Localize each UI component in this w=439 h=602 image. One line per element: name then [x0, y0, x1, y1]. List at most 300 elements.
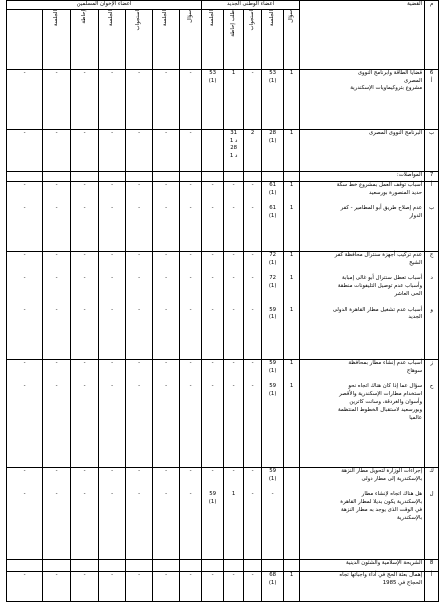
section-7-m-line: 7	[429, 171, 434, 178]
item-briefing-dash: -	[232, 467, 235, 474]
header-bro-session-2	[99, 9, 126, 69]
section-7-group-2-issue	[300, 359, 425, 467]
item-session-2-dash: -	[211, 205, 214, 212]
item-session-note: (1)	[268, 475, 277, 482]
item-issue-line: وبورسعيد لاستقبال الخطوط المنتظمة	[338, 406, 423, 413]
header-nat-session-2-text: الجلسة	[208, 9, 215, 26]
item-session-note: (1)	[268, 391, 277, 398]
section-8-item-session-line: (1)	[268, 579, 277, 586]
section-8-empty-4	[202, 559, 224, 571]
bro-dash: -	[83, 275, 86, 282]
item-issue-line: سوهاج	[406, 367, 423, 374]
section-8-item-issue-line: إهمال بعثة الحج في أداء واجباتها تجاه	[339, 571, 423, 578]
row-b-nat-interpellation-line: 2	[250, 129, 255, 136]
item-issue-line: الجديد	[408, 314, 423, 321]
item-briefing-dash: -	[232, 359, 235, 366]
bro-dash: -	[23, 491, 26, 498]
section-7-group-0-bro-0	[180, 181, 202, 251]
section-7-group-3-m	[425, 467, 439, 559]
section-8-item-dash-5-line: -	[138, 571, 141, 578]
section-7-group-1-bro-3	[99, 251, 126, 359]
row-6-issue-line: قضايا الطاقة وابرنامج النووى	[357, 69, 423, 76]
header-m	[425, 1, 439, 70]
item-issue-line: بالإسكندرية إلى مطار دولى	[361, 475, 423, 482]
bro-dash: -	[111, 275, 114, 282]
header-bro-session-text: الجلسة	[162, 9, 169, 26]
section-8-item-dash-2	[202, 571, 224, 601]
item-m: ز	[430, 359, 433, 366]
section-7-empty-2	[244, 171, 262, 181]
bro-dash: -	[165, 383, 168, 390]
section-7-group-2-bro-1	[153, 359, 180, 467]
section-7-group-1-session	[262, 251, 284, 359]
item-session-2-note: (1)	[208, 499, 217, 506]
row-b-bro-dash-0-line: -	[189, 129, 192, 136]
section-7-group-2-briefing	[224, 359, 244, 467]
table-row	[7, 181, 439, 251]
item-session-2-dash: -	[211, 251, 214, 258]
item-interpellation-dash: -	[251, 467, 254, 474]
item-session-2-dash: -	[211, 467, 214, 474]
row-b-m	[425, 129, 439, 171]
section-7-group-3-session-2	[202, 467, 224, 559]
header-issue	[300, 1, 425, 70]
bro-dash: -	[138, 383, 141, 390]
section-8-item-dash-0-line: -	[251, 571, 254, 578]
row-b-nat-session-line: (1)	[268, 137, 277, 144]
bro-dash: -	[111, 251, 114, 258]
section-7-empty-0	[284, 171, 300, 181]
parliament-questions-table	[6, 0, 439, 602]
item-interpellation-dash: -	[251, 383, 254, 390]
section-7-group-2-question	[284, 359, 300, 467]
item-question: 1	[289, 205, 294, 212]
bro-dash: -	[165, 491, 168, 498]
header-nat-session	[262, 9, 284, 69]
section-7-empty-5	[180, 171, 202, 181]
section-7-group-1-bro-1	[153, 251, 180, 359]
item-interpellation-dash: -	[251, 205, 254, 212]
row-6-nat-session-2	[202, 69, 224, 129]
row-b-bro-dash-2-line: -	[138, 129, 141, 136]
item-session-2-dash: -	[211, 306, 214, 313]
bro-dash: -	[189, 275, 192, 282]
section-8-item-dash-3	[180, 571, 202, 601]
table-row	[7, 467, 439, 559]
bro-dash: -	[165, 251, 168, 258]
section-8-item-issue-line: الحجاج في 1985	[382, 579, 423, 586]
row-6-nat-interpellation	[244, 69, 262, 129]
section-7-group-1-session-2	[202, 251, 224, 359]
row-b-nat-question	[284, 129, 300, 171]
bro-dash: -	[189, 181, 192, 188]
item-briefing-dash: -	[232, 275, 235, 282]
item-issue-line: عالميا	[409, 414, 423, 421]
section-7-empty-8	[99, 171, 126, 181]
section-7-group-3-bro-3	[99, 467, 126, 559]
item-m: ح	[429, 383, 434, 390]
item-question: 1	[289, 359, 294, 366]
section-7-group-0-session-2	[202, 181, 224, 251]
item-session: 59	[269, 306, 277, 313]
section-8-item-dash-8	[43, 571, 71, 601]
bro-dash: -	[55, 491, 58, 498]
header-extra	[7, 9, 43, 69]
section-7-m	[425, 171, 439, 181]
bro-dash: -	[83, 181, 86, 188]
row-6-bro-dash-6	[7, 69, 43, 129]
section-8-item-dash-7-line: -	[83, 571, 86, 578]
section-7-group-2-m	[425, 359, 439, 467]
section-8-item-dash-4-line: -	[165, 571, 168, 578]
row-6-nat-question-line: 1	[289, 69, 294, 76]
bro-dash: -	[189, 383, 192, 390]
row-b-bro-dash-4-line: -	[83, 129, 86, 136]
section-8-item-m	[425, 571, 439, 601]
bro-dash: -	[138, 275, 141, 282]
section-7-group-2-bro-5	[43, 359, 71, 467]
section-7-group-0-issue	[300, 181, 425, 251]
section-8-empty-11	[7, 559, 43, 571]
section-8-item-dash-9	[7, 571, 43, 601]
table-row	[7, 251, 439, 359]
table-row	[7, 359, 439, 467]
header-national-group	[202, 1, 300, 10]
section-7-group-1-issue	[300, 251, 425, 359]
header-bro-question-text: سؤال	[186, 9, 193, 23]
section-7-group-1-bro-6	[7, 251, 43, 359]
row-6-nat-question	[284, 69, 300, 129]
section-8-item-dash-6-line: -	[111, 571, 114, 578]
header-bro-briefing	[71, 9, 99, 69]
item-session-2: 59	[209, 491, 217, 498]
section-8-item-dash-1-line: -	[232, 571, 235, 578]
section-8-title	[300, 559, 425, 571]
item-interpellation-dash: -	[251, 359, 254, 366]
bro-dash: -	[111, 306, 114, 313]
bro-dash: -	[83, 205, 86, 212]
section-7-group-0-briefing	[224, 181, 244, 251]
section-8-item-question-line: 1	[289, 571, 294, 578]
bro-dash: -	[111, 383, 114, 390]
row-b-bro-dash-0	[180, 129, 202, 171]
item-session: 72	[269, 251, 277, 258]
item-session: 59	[269, 467, 277, 474]
row-b-bro-dash-2	[126, 129, 153, 171]
item-briefing-dash: -	[232, 181, 235, 188]
section-7-group-1-question	[284, 251, 300, 359]
row-b-nat-briefing	[224, 129, 244, 171]
section-8-item-dash-3-line: -	[189, 571, 192, 578]
row-b-bro-dash-5	[43, 129, 71, 171]
row-6-bro-dash-3	[99, 69, 126, 129]
item-question: 1	[289, 251, 294, 258]
bro-dash: -	[83, 359, 86, 366]
section-7-group-0-interpellation	[244, 181, 262, 251]
table-row	[7, 571, 439, 601]
row-b-bro-dash-6-line: -	[23, 129, 26, 136]
bro-dash: -	[189, 306, 192, 313]
section-7-empty-9	[71, 171, 99, 181]
section-8-item-session-line: 68	[269, 571, 277, 578]
item-issue-line: أسباب تعطل سنترال أبو غالى إمبابة	[342, 275, 423, 282]
bro-dash: -	[189, 205, 192, 212]
row-b-bro-dash-3-line: -	[111, 129, 114, 136]
section-7-group-0-bro-1	[153, 181, 180, 251]
item-issue-line: أسباب عدم إنشاء مطار بمحافظة	[348, 359, 423, 366]
row-6-issue-line: المصرى	[404, 77, 423, 84]
section-8-empty-9	[71, 559, 99, 571]
section-7-group-0-session	[262, 181, 284, 251]
row-6-issue	[300, 69, 425, 129]
section-7-empty-7	[126, 171, 153, 181]
section-7-group-3-bro-1	[153, 467, 180, 559]
item-question: 1	[289, 383, 294, 390]
item-m: ج	[429, 251, 434, 258]
item-issue-line: بالإسكندرية	[396, 514, 423, 521]
section-8-item-dash-5	[126, 571, 153, 601]
row-b-nat-session-2	[202, 129, 224, 171]
section-8-item-session	[262, 571, 284, 601]
header-nat-interpellation-text: استجواب	[248, 9, 255, 31]
item-m: أ	[430, 181, 433, 188]
section-8-empty-2	[244, 559, 262, 571]
header-nat-briefing-request-text: طلب إحاطة	[229, 9, 236, 37]
row-b-nat-briefing-line: د 1	[229, 153, 238, 160]
section-7-group-0-bro-5	[43, 181, 71, 251]
section-7-group-2-session-2	[202, 359, 224, 467]
section-8-empty-6	[153, 559, 180, 571]
bro-dash: -	[83, 467, 86, 474]
bro-dash: -	[189, 359, 192, 366]
section-7-title-line: المواصلات:	[396, 171, 423, 178]
item-issue-line: إجراءات الوزارة لتحويل مطار النزهة	[341, 467, 423, 474]
bro-dash: -	[23, 306, 26, 313]
table-row	[7, 129, 439, 171]
section-7-group-1-bro-4	[71, 251, 99, 359]
item-briefing-dash: -	[232, 251, 235, 258]
section-7-group-1-m	[425, 251, 439, 359]
bro-dash: -	[55, 205, 58, 212]
row-b-issue	[300, 129, 425, 171]
table-body	[7, 69, 439, 601]
section-8-empty-7	[126, 559, 153, 571]
bro-dash: -	[23, 359, 26, 366]
section-7-group-3-bro-5	[43, 467, 71, 559]
row-6-issue-line: مشروع بتروكيماويات الإسكندرية	[350, 85, 423, 92]
row-6-bro-dash-4	[71, 69, 99, 129]
row-b-nat-session	[262, 129, 284, 171]
table-row	[7, 559, 439, 571]
item-session: 61	[269, 181, 277, 188]
section-8-item-issue	[300, 571, 425, 601]
header-nat-session-2	[202, 9, 224, 69]
item-issue-line: حديد المنصورة بورسعيد	[368, 189, 423, 196]
row-6-nat-session-line: (1)	[268, 77, 277, 84]
item-session: 59	[269, 359, 277, 366]
item-issue-line: هل هناك اتجاه لإنشاء مطار	[361, 491, 423, 498]
item-question: 1	[289, 181, 294, 188]
section-7-group-3-bro-0	[180, 467, 202, 559]
item-session: 72	[269, 275, 277, 282]
item-issue-line: عدم إصلاح طريق أبو المطامير - كفر	[340, 205, 423, 212]
bro-dash: -	[111, 491, 114, 498]
row-6-bro-dash-6-line: -	[23, 69, 26, 76]
item-briefing-dash: -	[232, 306, 235, 313]
item-session-note: (1)	[268, 259, 277, 266]
bro-dash: -	[165, 275, 168, 282]
section-7-group-0-bro-2	[126, 181, 153, 251]
section-7-empty-4	[202, 171, 224, 181]
section-8-empty-0	[284, 559, 300, 571]
section-8-title-line: الشريحة الإسلامية والشئون الدينية	[345, 559, 423, 566]
section-7-group-1-bro-2	[126, 251, 153, 359]
item-session-dash: -	[271, 491, 274, 498]
row-b-nat-briefing-line: 31	[230, 129, 238, 136]
item-briefing-dash: -	[232, 205, 235, 212]
header-bro-interpellation	[126, 9, 153, 69]
row-6-bro-dash-2-line: -	[138, 69, 141, 76]
item-session-note: (1)	[268, 314, 277, 321]
section-7-group-0-bro-6	[7, 181, 43, 251]
row-b-bro-dash-1	[153, 129, 180, 171]
item-briefing-dash: -	[232, 383, 235, 390]
item-issue-line: وأسباب عدم توصيل التليفونات منطقة	[337, 283, 423, 290]
bro-dash: -	[23, 383, 26, 390]
section-7-empty-1	[262, 171, 284, 181]
section-7-group-2-bro-6	[7, 359, 43, 467]
item-m: ب	[429, 205, 435, 212]
item-interpellation-dash: -	[251, 275, 254, 282]
section-7-group-3-bro-4	[71, 467, 99, 559]
item-session-note: (1)	[268, 189, 277, 196]
header-bro-session	[153, 9, 180, 69]
section-8-m	[425, 559, 439, 571]
row-b-bro-dash-1-line: -	[165, 129, 168, 136]
item-session-note: (1)	[268, 367, 277, 374]
section-7-group-0-question	[284, 181, 300, 251]
bro-dash: -	[138, 306, 141, 313]
document-page	[6, 0, 435, 600]
bro-dash: -	[111, 181, 114, 188]
item-issue-line: أسباب عدم تشغيل مطار القاهرة الدولى	[332, 306, 423, 313]
section-7-group-0-bro-3	[99, 181, 126, 251]
bro-dash: -	[83, 251, 86, 258]
item-issue-line: سؤال عما إذا كان هناك اتجاه نحو	[348, 383, 423, 390]
bro-dash: -	[55, 251, 58, 258]
item-issue-line: عدم تركيب أجهزة سنترال محافظة كفر	[334, 251, 423, 258]
header-brotherhood-text: أعضاء الإخوان المسلمين	[76, 1, 132, 7]
row-6-nat-briefing	[224, 69, 244, 129]
bro-dash: -	[55, 306, 58, 313]
section-7-group-0-m	[425, 181, 439, 251]
section-8-item-dash-2-line: -	[211, 571, 214, 578]
section-7-group-3-bro-2	[126, 467, 153, 559]
section-8-item-dash-4	[153, 571, 180, 601]
item-question: 1	[289, 275, 294, 282]
row-6-bro-dash-0	[180, 69, 202, 129]
row-6-bro-dash-5-line: -	[55, 69, 58, 76]
row-6-m-line: أ	[430, 77, 433, 84]
item-m: ل	[429, 491, 434, 498]
section-7-group-0-bro-4	[71, 181, 99, 251]
bro-dash: -	[23, 275, 26, 282]
item-session-2-dash: -	[211, 181, 214, 188]
section-8-item-dash-6	[99, 571, 126, 601]
header-nat-briefing-request	[224, 9, 244, 69]
section-8-empty-8	[99, 559, 126, 571]
section-8-item-dash-8-line: -	[55, 571, 58, 578]
section-8-empty-1	[262, 559, 284, 571]
section-7-empty-11	[7, 171, 43, 181]
row-6-m-line: 6	[429, 69, 434, 76]
bro-dash: -	[55, 359, 58, 366]
section-7-group-3-interpellation	[244, 467, 262, 559]
row-b-nat-briefing-line: د 1	[229, 137, 238, 144]
section-7-group-3-session	[262, 467, 284, 559]
row-6-nat-interpellation-line: -	[251, 69, 254, 76]
header-issue-text: القضية	[407, 1, 423, 7]
item-question: 1	[289, 306, 294, 313]
item-interpellation-dash: -	[251, 251, 254, 258]
item-briefing: 1	[231, 491, 236, 498]
item-interpellation-dash: -	[251, 181, 254, 188]
section-7-group-2-bro-2	[126, 359, 153, 467]
bro-dash: -	[83, 491, 86, 498]
item-session: 59	[269, 383, 277, 390]
bro-dash: -	[165, 467, 168, 474]
bro-dash: -	[111, 467, 114, 474]
row-6-nat-session-2-line: (1)	[208, 77, 217, 84]
header-nat-session-text: الجلسة	[268, 9, 275, 26]
section-8-item-question	[284, 571, 300, 601]
row-6-bro-dash-2	[126, 69, 153, 129]
section-7-group-2-bro-0	[180, 359, 202, 467]
row-6-nat-session-line: 53	[269, 69, 277, 76]
section-7-empty-3	[224, 171, 244, 181]
item-issue-line: الحى العاشر	[394, 290, 423, 297]
item-session: 61	[269, 205, 277, 212]
header-national-highlight: الجديد	[227, 1, 241, 7]
header-bro-interpellation-text: استجواب	[135, 9, 142, 31]
section-8-item-dash-9-line: -	[23, 571, 26, 578]
bro-dash: -	[83, 383, 86, 390]
bro-dash: -	[165, 181, 168, 188]
item-interpellation-dash: -	[251, 491, 254, 498]
bro-dash: -	[138, 359, 141, 366]
section-8-item-dash-7	[71, 571, 99, 601]
section-7-group-2-interpellation	[244, 359, 262, 467]
row-6-bro-dash-0-line: -	[189, 69, 192, 76]
item-m: و	[430, 306, 433, 313]
section-7-group-3-briefing	[224, 467, 244, 559]
section-7-group-2-bro-3	[99, 359, 126, 467]
item-session-note: (1)	[268, 283, 277, 290]
header-bro-briefing-text: إحاطة	[80, 9, 87, 24]
bro-dash: -	[165, 359, 168, 366]
bro-dash: -	[23, 205, 26, 212]
section-7-group-1-briefing	[224, 251, 244, 359]
bro-dash: -	[55, 181, 58, 188]
bro-dash: -	[23, 467, 26, 474]
section-7-group-2-bro-4	[71, 359, 99, 467]
header-brotherhood-group	[7, 1, 202, 10]
section-7-group-1-interpellation	[244, 251, 262, 359]
bro-dash: -	[189, 251, 192, 258]
bro-dash: -	[138, 181, 141, 188]
bro-dash: -	[55, 467, 58, 474]
row-b-bro-dash-3	[99, 129, 126, 171]
